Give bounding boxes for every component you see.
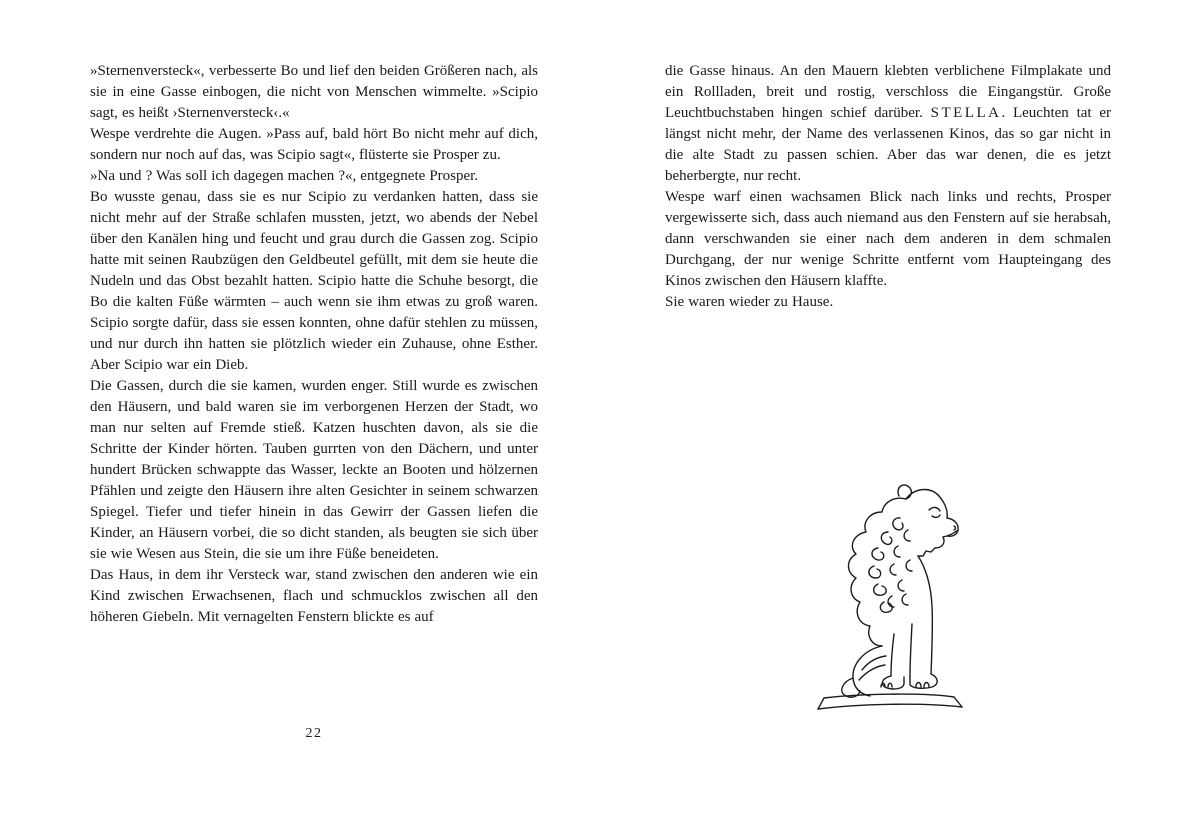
paragraph: Das Haus, in dem ihr Versteck war, stand zwischen den anderen wie ein Kind zwischen Erwachsenen, flach und schmucklos zwischen all den höheren Giebeln. Mit vernagelten Fenstern blickte es auf	[90, 567, 538, 625]
paragraph: »Na und ? Was soll ich dagegen machen ?«, entgegnete Prosper.	[90, 168, 479, 184]
paragraph-text: die Gasse hinaus. An den Mauern klebten verblichene Filmplakate und ein Rollladen, breit und rostig, verschloss die Eingangstür. Große Leuchtbuchstaben hingen schief darüber.	[665, 63, 1111, 121]
page-number: 22	[305, 726, 323, 741]
paragraph: »Sternenversteck«, verbesserte Bo und lief den beiden Größeren nach, als sie in eine Gasse einbogen, die nicht von Menschen wimmelte. »Scipio sagt, es heißt ›Sternenversteck‹.«	[90, 63, 538, 121]
paragraph: Die Gassen, durch die sie kamen, wurden enger. Still wurde es zwischen den Häusern, und bald waren sie im verborgenen Herzen der Stadt, wo man nur selten auf Fremde stieß. Katzen huschten davon, als sie die Schritte der Kinder hörten. Tauben gurrten von den Dächern, und unter hundert Brücken schwappte das Wasser, leckte an Booten und hölzernen Pfählen und zeigte den Häusern ihre alten Gesichter in seinem schwarzen Spiegel. Tiefer und tiefer hinein in das Gewirr der Gassen liefen die Kinder, an Häusern vorbei, die so dicht standen, als beugten sie sich über sie wie Wesen aus Stein, die sie um ihre Füße beneideten.	[90, 378, 538, 562]
paragraph-text: . Leuchten tat er längst nicht mehr, der Name des verlassenen Kinos, das so gar nicht in die alte Stadt zu passen schien. Aber das war denen, die es jetzt beherbergte, nur recht.	[665, 105, 1111, 184]
paragraph	[665, 61, 1111, 187]
cinema-sign-text: STELLA	[930, 105, 1002, 121]
paragraph: Bo wusste genau, dass sie es nur Scipio zu verdanken hatten, dass sie nicht mehr auf der Straße schlafen mussten, jetzt, wo abends der Nebel über den Kanälen hing und feucht und grau durch die Gassen zog. Scipio hatte mit seinen Raubzügen den Geldbeutel gefüllt, mit dem sie heute die Nudeln und das Obst bezahlt hatten. Scipio hatte die Schuhe besorgt, die Bo die kalten Füße wärmten – auch wenn sie ihm etwas zu groß waren. Scipio sorgte dafür, dass sie essen konnten, ohne dafür stehlen zu müssen, und nur durch ihn hatten sie plötzlich wieder ein Zuhause, ohne Esther. Aber Scipio war ein Dieb.	[90, 189, 538, 373]
paragraph: Wespe warf einen wachsamen Blick nach links und rechts, Prosper vergewisserte sich, dass auch niemand aus den Fenstern auf sie herabsah, dann verschwanden sie einer nach dem anderen in dem schmalen Durchgang, der nur wenige Schritte entfernt vom Haupteingang des Kinos zwischen den Häusern klaffte.	[665, 189, 1111, 289]
paragraph: Wespe verdrehte die Augen. »Pass auf, bald hört Bo nicht mehr auf dich, sondern nur noch auf das, was Scipio sagt«, flüsterte sie Prosper zu.	[90, 126, 538, 163]
left-page-text	[90, 61, 538, 628]
lion-statue-illustration	[796, 474, 976, 714]
right-page-text	[665, 61, 1111, 313]
lion-statue-sketch-svg	[796, 474, 976, 714]
paragraph: Sie waren wieder zu Hause.	[665, 294, 834, 310]
